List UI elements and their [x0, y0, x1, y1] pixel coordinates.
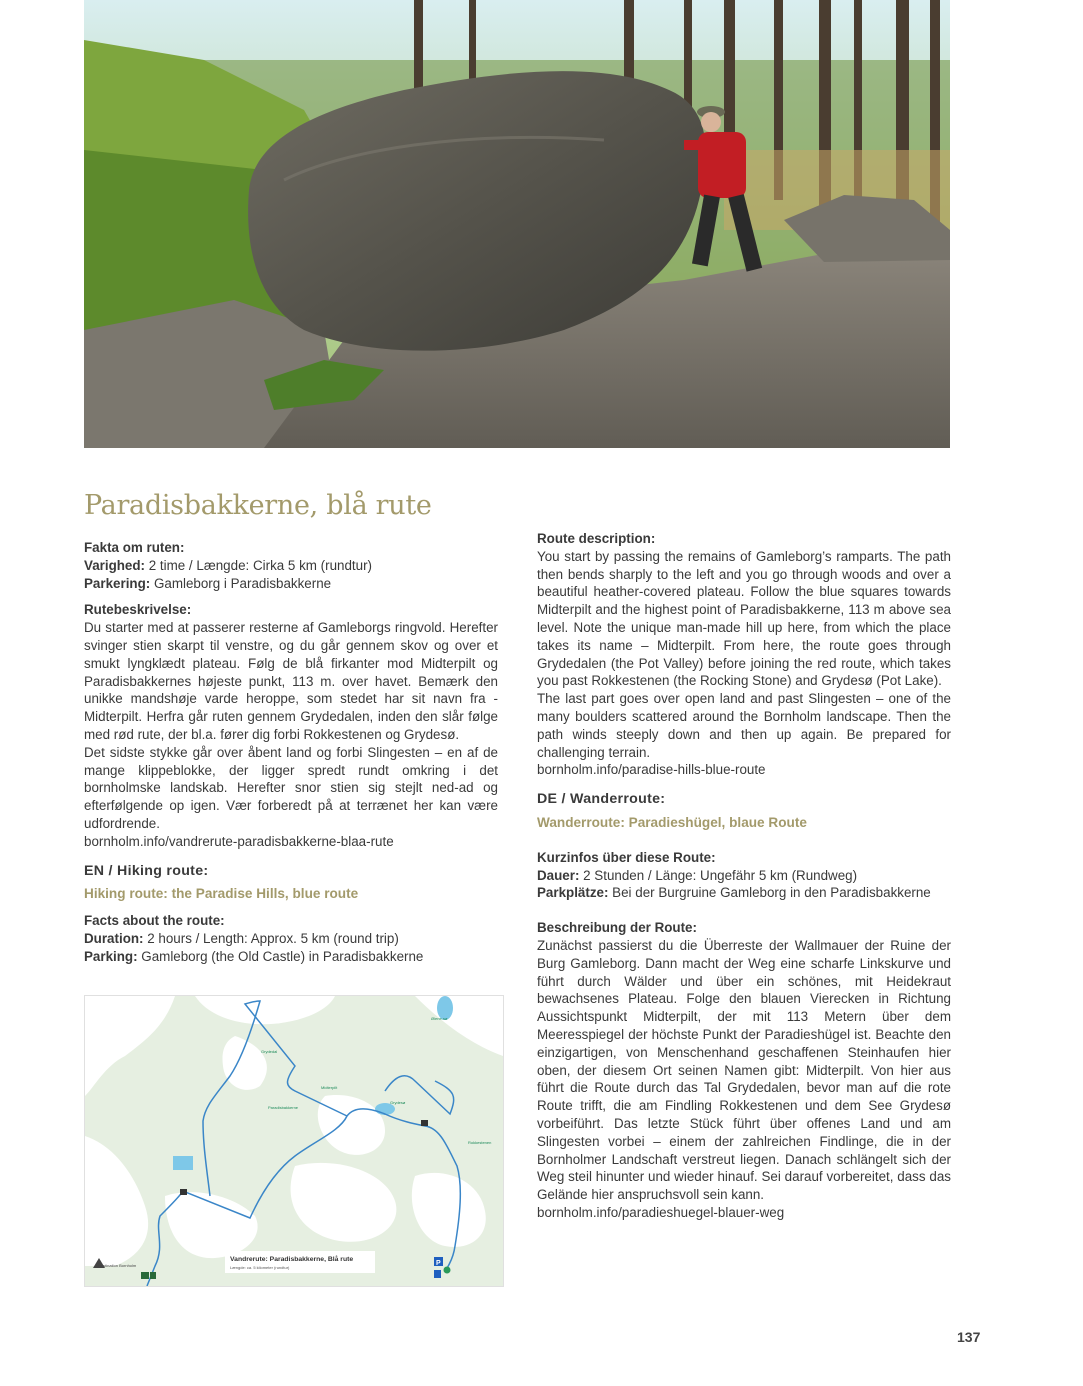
link-de[interactable]: bornholm.info/paradieshuegel-blauer-weg: [537, 1204, 785, 1220]
desc-en-p1: You start by passing the remains of Gamleborg’s ramparts. The path then bends sharply to the left and you go through woods and over a beautiful heather-covered plateau. Follow the blue squares towards Midterpilt and the highest point of Paradisbakkerne, 113 m above sea level. Note the unique man-made hill up here, from which the place takes its name – Midterpilt. From here, the route goes through Grydedalen (the Pot Valley) before joining the red route, which takes you past Rokkestenen (the Rocking Stone) and Grydesø (Pot Lake).: [537, 548, 951, 689]
page-title: Paradisbakkerne, blå rute: [84, 490, 432, 521]
desc-da-p1: Du starter med at passerer resterne af Gamleborgs ringvold. Herefter svinger stien skarpt til venstre, og du går gennem skov og over et smukt lyngklædt plateau. Følg de blå firkanter mod Midterpilt og Paradisbakkernes højeste punkt, 113 m. over havet. Bemærk den unikke mandshøje varde heroppe, som stedet har sit navn fra - Midterpilt. Herfra går ruten gennem Grydedalen, inden den slår følge med rød rute, der bl.a. fører dig forbi Rokkestenen og Grydesø.: [84, 620, 498, 742]
desc-heading-en: Route description:: [537, 531, 656, 546]
subtitle-de: Wanderroute: Paradieshügel, blaue Route: [537, 814, 807, 830]
route-map-drawing: [85, 996, 503, 1286]
svg-text:Paradisbakkerne: Paradisbakkerne: [268, 1105, 299, 1110]
svg-text:Grydesø: Grydesø: [390, 1100, 406, 1105]
duration-da: Varighed: 2 time / Længde: Cirka 5 km (rundtur): [84, 557, 373, 573]
facts-heading-da: Fakta om ruten:: [84, 540, 185, 555]
duration-en: Duration: 2 hours / Length: Approx. 5 km (round trip): [84, 930, 399, 946]
right-column: [537, 530, 951, 1222]
lang-heading-en: EN / Hiking route:: [84, 862, 209, 879]
page-number: 137: [957, 1329, 981, 1345]
facts-heading-de: Kurzinfos über diese Route:: [537, 849, 716, 865]
lang-heading-de: DE / Wanderroute:: [537, 791, 666, 808]
route-map: [84, 995, 504, 1287]
svg-text:Ølene-sø: Ølene-sø: [431, 1016, 448, 1021]
boulder-photo-illustration: [84, 0, 950, 448]
desc-en-p2: The last part goes over open land and past Slingesten – one of the many boulders scattered around the Bornholm landscape. Then the path winds steeply down and then up again. Be prepared for challenging terrain.: [537, 691, 951, 760]
svg-text:P: P: [436, 1260, 441, 1267]
left-column: [84, 539, 498, 966]
map-caption-sub: Længde: ca. 5 kilometer (rundtur): [230, 1265, 290, 1270]
parking-da: Parkering: Gamleborg i Paradisbakkerne: [84, 575, 332, 591]
parking-en: Parking: Gamleborg (the Old Castle) in Paradisbakkerne: [84, 948, 424, 964]
desc-heading-de: Beschreibung der Route:: [537, 920, 697, 936]
link-da[interactable]: bornholm.info/vandrerute-paradisbakkerne-blaa-rute: [84, 833, 394, 849]
parking-de: Parkplätze: Bei der Burgruine Gamleborg in den Paradisbakkerne: [537, 885, 931, 901]
map-caption-title: Vandrerute: Paradisbakkerne, Blå rute: [230, 1256, 354, 1263]
svg-text:Midterpilt: Midterpilt: [321, 1085, 338, 1090]
desc-de: Zunächst passierst du die Überreste der Wallmauer der Ruine der Burg Gamleborg. Dann macht der Weg eine scharfe Linkskurve und führt durch Wälder und über ein schönes, mit Heidekraut bewachsenes Plateau. Folge den blauen Vierecken in Richtung Aussichtspunkt Midterpilt, der mit 113 Metern über dem Meeresspiegel der höchste Punkt der Paradieshügel ist. Beachte den einzigartigen, von Menschenhand geschaffenen Steinhaufen hier oben, der diesem Ort seinen Namen gibt: Midterpilt. Von hier aus führt die Route durch das Tal Grydedalen, bevor man auf die rote Route trifft, die am Findling Rokkestenen und dem See Grydesø vorbeiführt. Das letzte Stück führt über offenes Land und am Slingesten vorbei – einem der zahlreichen Findlinge, die in der Bornholmer Landschaft verstreut liegen. Danach schlängelt sich der Weg steil hinunter und wieder hinauf. Sei darauf vorbereitet, dass das Gelände hier anspruchsvoll sein kann.: [537, 937, 951, 1203]
svg-text:Rokkestenen: Rokkestenen: [468, 1140, 492, 1145]
desc-da-p2: Det sidste stykke går over åbent land og forbi Slingesten – en af de mange klippeblokke, der ligger spredt rundt omkring i det bornholmske landskab. Herefter snor stien sig stejlt ned-ad og efterfølgende op igen. Vær forberedt på at terrænet her kan være udfordrende.: [84, 744, 498, 831]
desc-heading-da: Rutebeskrivelse:: [84, 602, 192, 618]
link-en[interactable]: bornholm.info/paradise-hills-blue-route: [537, 762, 766, 778]
map-logo-text: Destination Bornholm: [98, 1263, 137, 1268]
facts-heading-en: Facts about the route:: [84, 913, 225, 929]
subtitle-en: Hiking route: the Paradise Hills, blue route: [84, 886, 359, 902]
duration-de: Dauer: 2 Stunden / Länge: Ungefähr 5 km (Rundweg): [537, 867, 858, 883]
svg-text:Grydedal: Grydedal: [261, 1049, 278, 1054]
hero-photo: [84, 0, 950, 448]
